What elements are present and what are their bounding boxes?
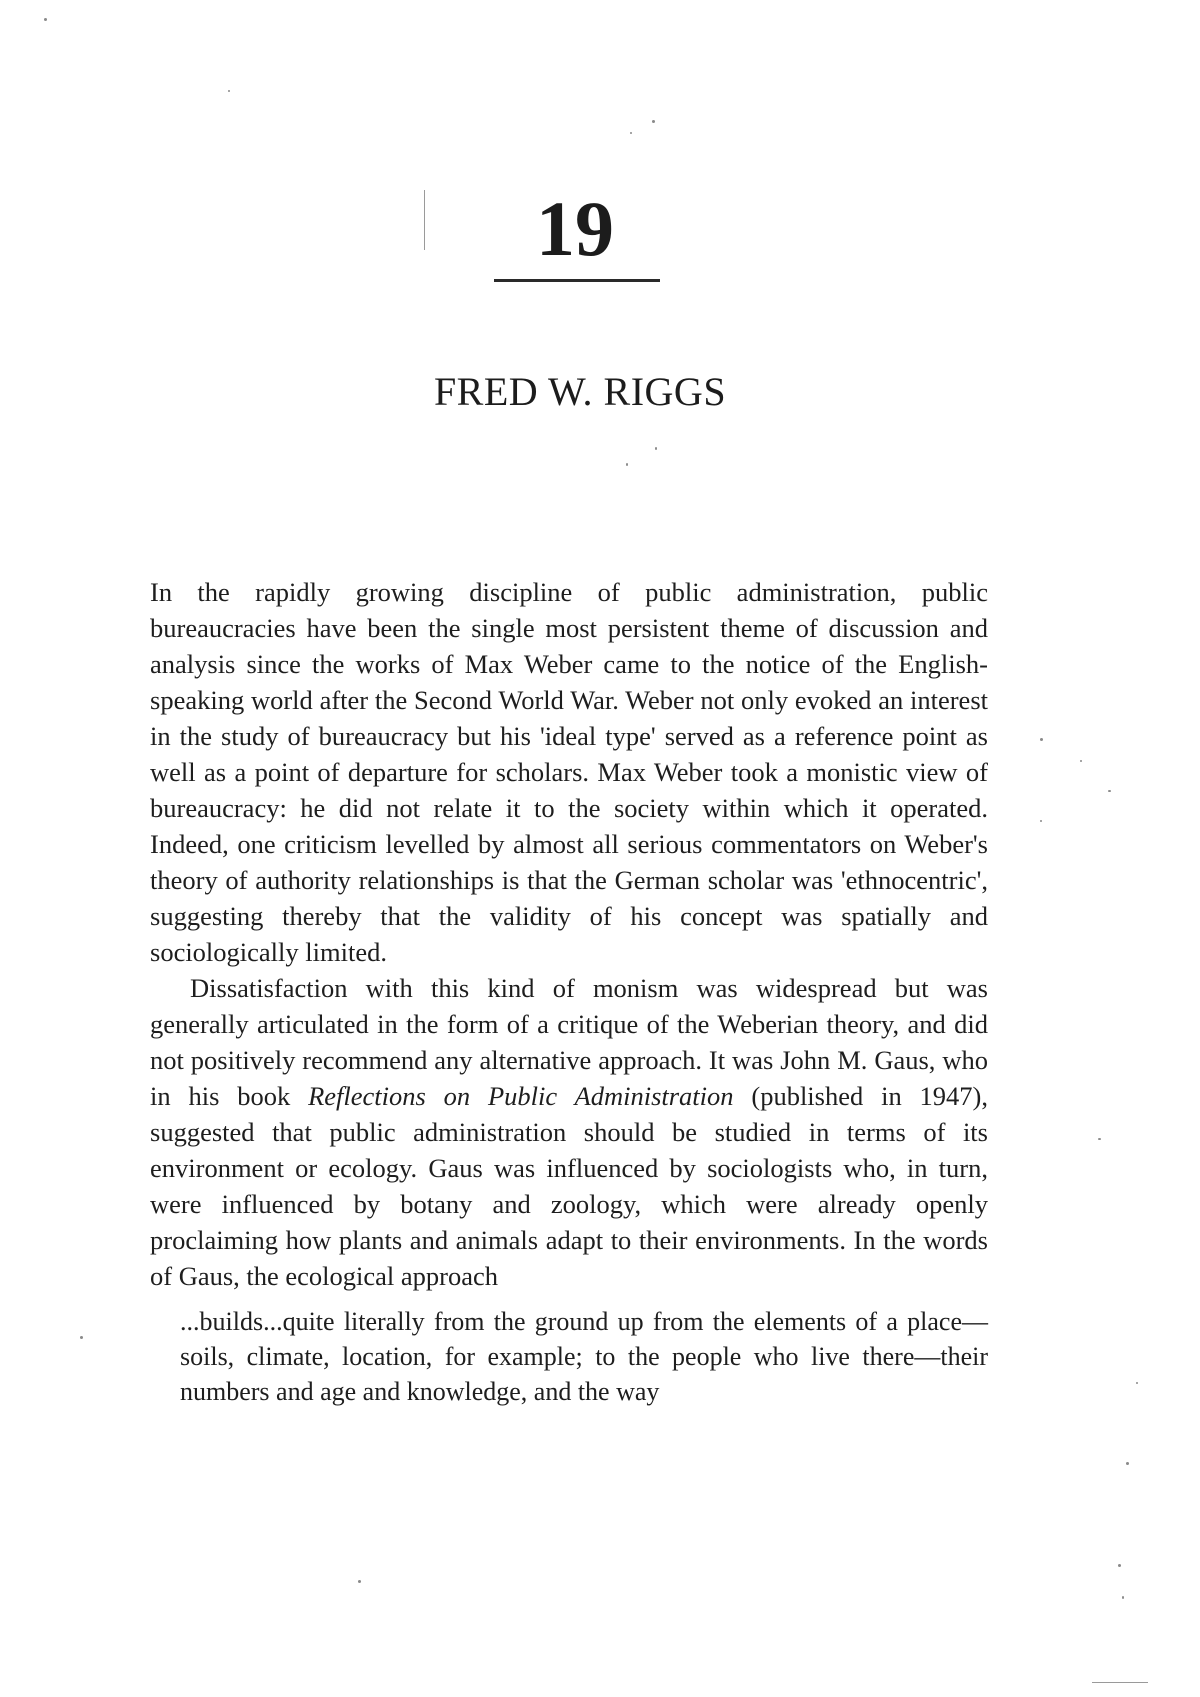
scan-speck <box>1108 790 1111 792</box>
block-quote: ...builds...quite literally from the ground up from the elements of a place—soils, climate, location, for example; to the people who live there—their numbers and age and knowledge, and the way <box>180 1307 988 1406</box>
scan-speck <box>358 1580 361 1583</box>
scan-speck <box>80 1336 83 1339</box>
paragraph-text: (published in 1947), suggested that public administration should be studied in terms of its environment or ecology. Gaus was influenced by sociologists who, in turn, were influenced by botany and zoology, which were already openly proclaiming how plants and animals adapt to their environments. In the words of Gaus, the ecological approach <box>150 1081 988 1291</box>
scan-mark <box>1092 1682 1148 1683</box>
chapter-body <box>150 574 988 1409</box>
paragraph: In the rapidly growing discipline of public administration, public bureaucracies have been the single most persistent theme of discussion and analysis since the works of Max Weber came to the notice of the English-speaking world after the Second World War. Weber not only evoked an interest in the study of bureaucracy but his 'ideal type' served as a reference point as well as a point of departure for scholars. Max Weber took a monistic view of bureaucracy: he did not relate it to the society within which it operated. Indeed, one criticism levelled by almost all serious commentators on Weber's theory of authority relationships is that the German scholar was 'ethnocentric', suggesting thereby that the validity of his concept was spatially and sociologically limited. <box>150 577 988 967</box>
scan-speck <box>626 463 628 466</box>
scan-speck <box>228 90 230 92</box>
scan-speck <box>1098 1138 1101 1140</box>
chapter-author: FRED W. RIGGS <box>433 369 727 414</box>
scan-speck <box>630 132 632 134</box>
paragraph-text: Dissatisfaction with this kind of monism was widespread but was generally articulated in the form of a critique of the Weberian theory, and did not positively recommend any alternative approach. It was John M. Gaus, who in his book <box>150 973 988 1111</box>
book-title: Reflections on Public Administration <box>308 1081 734 1111</box>
paragraph <box>150 970 988 1294</box>
scan-speck <box>652 120 655 123</box>
scan-speck <box>1040 738 1043 741</box>
scan-speck <box>655 447 657 450</box>
chapter-rule <box>494 279 660 282</box>
chapter-number: 19 <box>536 185 614 272</box>
scan-mark <box>424 190 425 250</box>
scan-speck <box>1118 1564 1121 1567</box>
scan-speck <box>44 18 47 21</box>
scan-speck <box>1122 1596 1124 1599</box>
scan-speck <box>1080 760 1082 762</box>
scan-speck <box>1126 1462 1129 1465</box>
scan-speck <box>1040 820 1042 822</box>
scan-speck <box>1136 1382 1138 1384</box>
